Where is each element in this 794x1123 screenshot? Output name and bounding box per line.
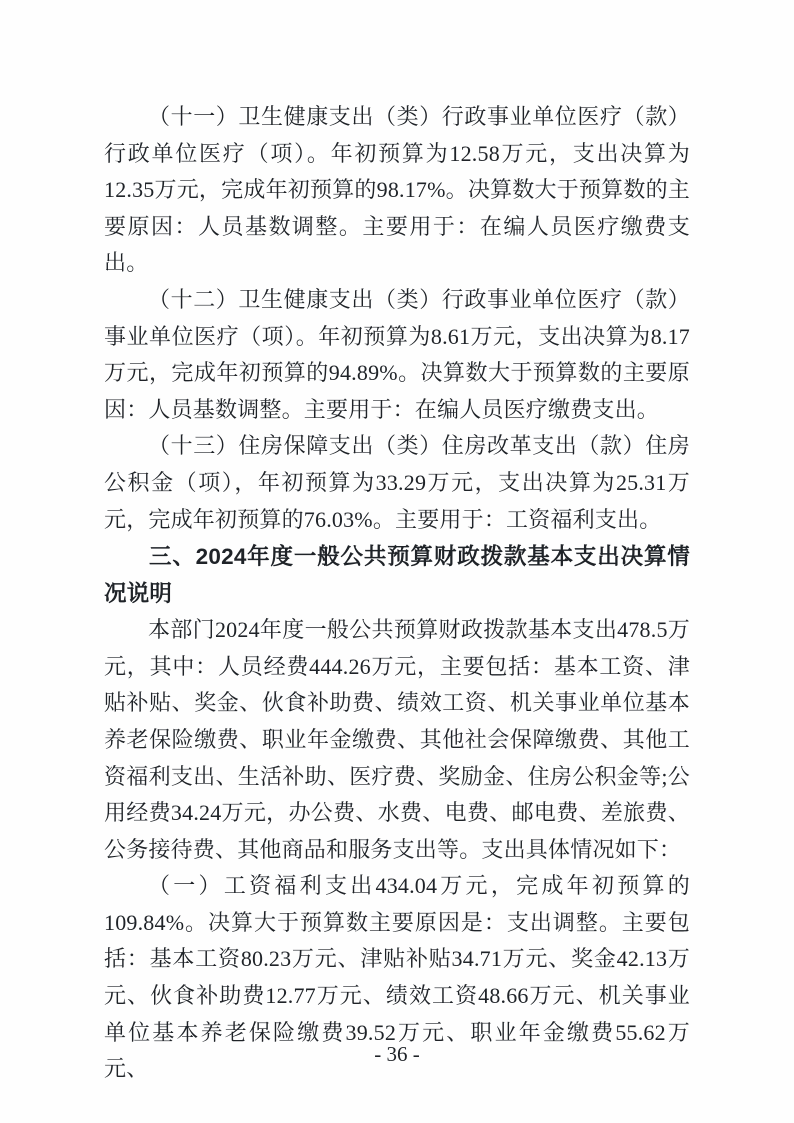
paragraph-basic-expenditure-overview: 本部门2024年度一般公共预算财政拨款基本支出478.5万元，其中：人员经费444.26万元，主要包括：基本工资、津贴补贴、奖金、伙食补助费、绩效工资、机关事业单位基本养老保险缴费、职业年金缴费、其他社会保障缴费、其他工资福利支出、生活补助、医疗费、奖励金、住房公积金等;公用经费34.24万元，办公费、水费、电费、邮电费、差旅费、公务接待费、其他商品和服务支出等。支出具体情况如下： (104, 617, 690, 862)
page-footer (0, 1042, 794, 1067)
paragraph-item-1-salary-welfare: （一）工资福利支出434.04万元，完成年初预算的109.84%。决算大于预算数主要原因是：支出调整。主要包括：基本工资80.23万元、津贴补贴34.71万元、奖金42.13万元、伙食补助费12.77万元、绩效工资48.66万元、机关事业单位基本养老保险缴费39.52万元、职业年金缴费55.62万元、 (104, 873, 690, 1082)
page-number: - 36 - (374, 1042, 420, 1066)
paragraph-item-11-health-admin-medical: （十一）卫生健康支出（类）行政事业单位医疗（款）行政单位医疗（项）。年初预算为12.58万元，支出决算为12.35万元，完成年初预算的98.17%。决算数大于预算数的主要原因：人员基数调整。主要用于：在编人员医疗缴费支出。 (104, 104, 690, 276)
section-heading-basic-expenditure: 三、2024年度一般公共预算财政拨款基本支出决算情况说明 (104, 544, 690, 607)
paragraph-item-12-health-institution-medical: （十二）卫生健康支出（类）行政事业单位医疗（款）事业单位医疗（项）。年初预算为8.61万元，支出决算为8.17万元，完成年初预算的94.89%。决算数大于预算数的主要原因：人员基数调整。主要用于：在编人员医疗缴费支出。 (104, 286, 690, 422)
paragraph-item-13-housing-fund: （十三）住房保障支出（类）住房改革支出（款）住房公积金（项），年初预算为33.29万元，支出决算为25.31万元，完成年初预算的76.03%。主要用于：工资福利支出。 (104, 433, 690, 532)
document-body (104, 99, 690, 1088)
